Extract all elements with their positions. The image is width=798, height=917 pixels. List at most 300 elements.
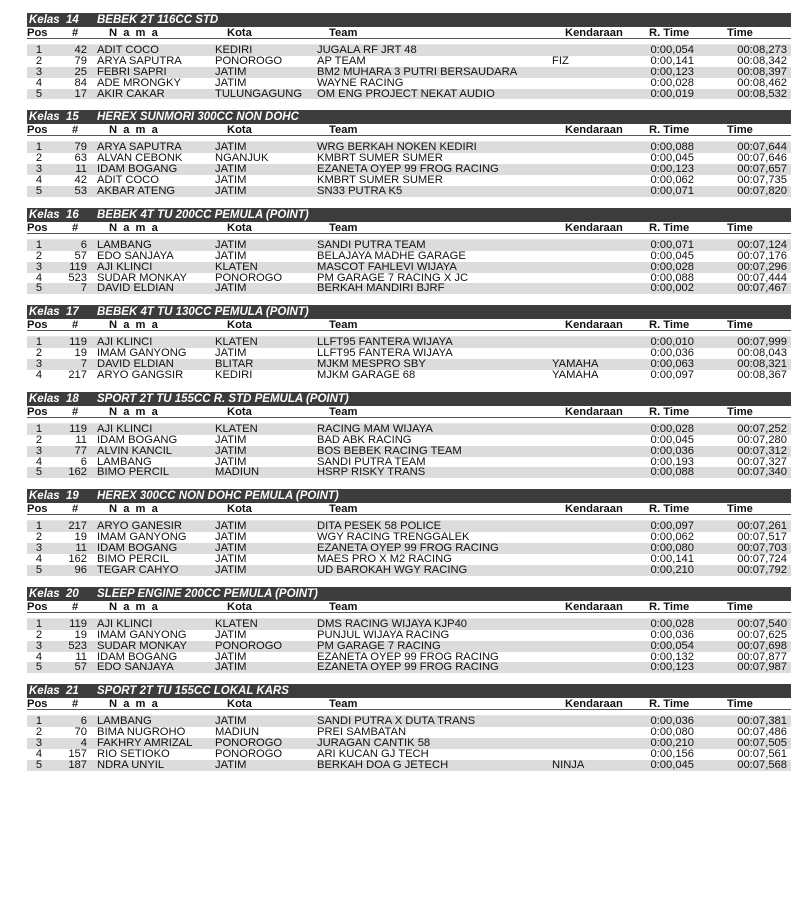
col-nama: N a m a [109,405,160,418]
cell-rtime: 0:00,062 [650,531,694,544]
cell-team: PREI SAMBATAN [317,726,407,739]
col-time: Time [727,124,753,137]
class-block [27,392,791,489]
cell-kota: BLITAR [215,358,254,371]
col-pos: Pos [27,221,48,234]
cell-time: 00:07,252 [737,422,787,435]
block-spacer [27,478,791,489]
result-row [27,641,791,652]
cell-number: 217 [68,369,87,382]
cell-number: 42 [74,44,87,56]
cell-nama: IDAM BOGANG [97,163,178,176]
cell-rtime: 0:00,036 [650,628,694,641]
cell-number: 42 [74,174,87,187]
cell-team: BELAJAYA MADHE GARAGE [317,249,466,262]
block-spacer [27,197,791,208]
class-number: 19 [66,490,79,503]
cell-pos: 5 [35,661,43,674]
cell-pos: 3 [35,358,43,371]
col-rtime: R. Time [649,221,690,234]
cell-team: UD BAROKAH WGY RACING [317,563,468,576]
cell-team: ARI KUCAN GJ TECH [317,747,429,760]
cell-team: WAYNE RACING [317,76,404,89]
cell-time: 00:07,381 [737,715,787,728]
cell-rtime: 0:00,036 [650,347,694,360]
cell-rtime: 0:00,193 [650,455,694,468]
cell-team: SANDI PUTRA TEAM [317,455,426,468]
cell-number: 162 [68,466,87,479]
cell-time: 00:07,999 [737,336,787,349]
cell-nama: SUDAR MONKAY [97,639,187,652]
cell-time: 00:08,321 [737,358,787,371]
cell-pos: 1 [35,238,43,251]
cell-rtime: 0:00,045 [650,249,694,262]
col-number: # [72,503,79,516]
col-kendaraan: Kendaraan [565,503,623,516]
col-pos: Pos [27,503,48,516]
col-team: Team [329,27,358,39]
block-spacer [27,673,791,684]
class-header-bar [27,305,791,319]
cell-kota: JATIM [215,531,247,544]
result-rows [27,45,791,99]
class-block [27,13,791,110]
cell-number: 7 [80,282,87,295]
class-block [27,305,791,392]
cell-rtime: 0:00,028 [650,76,694,89]
cell-kota: JATIM [215,185,247,198]
cell-kota: JATIM [215,553,247,566]
col-rtime: R. Time [649,124,690,137]
class-header-bar [27,208,791,222]
cell-time: 00:07,657 [737,163,787,176]
column-header-row [27,601,791,613]
cell-team: SANDI PUTRA X DUTA TRANS [317,715,476,728]
result-row [27,662,791,673]
class-number: 21 [66,685,79,698]
cell-team: MASCOT FAHLEVI WIJAYA [317,260,457,273]
block-spacer [27,99,791,110]
column-header-row [27,503,791,515]
cell-pos: 2 [35,152,43,165]
cell-kota: KEDIRI [215,369,253,382]
cell-nama: ARYA SAPUTRA [97,54,182,67]
result-row [27,89,791,100]
cell-time: 00:07,820 [737,185,787,198]
cell-pos: 5 [35,758,43,771]
cell-time: 00:07,561 [737,747,787,760]
cell-nama: IDAM BOGANG [97,542,178,555]
col-kota: Kota [227,698,252,711]
class-header-bar [27,489,791,503]
cell-nama: ADIT COCO [97,44,159,56]
cell-kota: JATIM [215,141,247,154]
cell-nama: AJI KLINCI [97,422,153,435]
cell-time: 00:07,792 [737,563,787,576]
cell-team: EZANETA OYEP 99 FROG RACING [317,650,499,663]
cell-pos: 4 [35,650,43,663]
cell-rtime: 0:00,210 [650,737,694,750]
cell-rtime: 0:00,141 [650,553,694,566]
col-nama: N a m a [109,221,160,234]
class-block [27,489,791,586]
results-sheet [27,13,791,782]
cell-number: 11 [75,433,87,446]
result-row [27,446,791,457]
result-row [27,370,791,381]
cell-pos: 2 [35,433,43,446]
col-kendaraan: Kendaraan [565,405,623,418]
cell-team: RACING MAM WIJAYA [317,422,433,435]
cell-number: 523 [68,271,87,284]
cell-nama: NDRA UNYIL [97,758,165,771]
cell-nama: ALVAN CEBONK [97,152,183,165]
block-spacer [27,576,791,587]
cell-pos: 3 [35,639,43,652]
class-title: HEREX SUNMORI 300CC NON DOHC [97,111,299,124]
cell-number: 6 [80,238,87,251]
cell-nama: IMAM GANYONG [97,347,187,360]
cell-pos: 4 [35,553,43,566]
result-row [27,262,791,273]
cell-team: LLFT95 FANTERA WIJAYA [317,347,453,360]
cell-rtime: 0:00,045 [650,758,694,771]
result-rows [27,337,791,381]
class-block [27,110,791,207]
class-label: Kelas [29,685,60,698]
cell-pos: 3 [35,542,43,555]
cell-team: DMS RACING WIJAYA KJP40 [317,617,468,630]
cell-team: KMBRT SUMER SUMER [317,174,443,187]
col-team: Team [329,698,358,711]
cell-number: 6 [80,455,87,468]
cell-number: 119 [69,617,87,630]
col-nama: N a m a [109,27,160,39]
cell-time: 00:07,296 [737,260,787,273]
result-row [27,630,791,641]
cell-kota: JATIM [215,661,247,674]
col-time: Time [727,221,753,234]
cell-nama: ARYO GANESIR [97,520,182,533]
cell-pos: 2 [35,628,43,641]
cell-pos: 1 [35,617,43,630]
result-row [27,283,791,294]
result-rows [27,521,791,575]
col-nama: N a m a [109,698,160,711]
cell-nama: BIMA NUGROHO [97,726,186,739]
cell-kota: PONOROGO [215,639,283,652]
cell-kota: KLATEN [215,422,258,435]
cell-number: 19 [74,628,87,641]
cell-nama: LAMBANG [97,455,152,468]
class-label: Kelas [29,306,60,319]
col-nama: N a m a [109,319,160,332]
cell-time: 00:08,367 [737,369,787,382]
class-label: Kelas [29,490,60,503]
cell-pos: 1 [35,715,43,728]
class-header-bar [27,392,791,406]
cell-pos: 5 [35,466,43,479]
cell-time: 00:07,280 [737,433,787,446]
cell-team: DITA PESEK 58 POLICE [317,520,442,533]
result-rows [27,240,791,294]
class-block [27,208,791,305]
cell-team: JUGALA RF JRT 48 [317,44,417,56]
cell-kota: JATIM [215,174,247,187]
cell-kota: JATIM [215,455,247,468]
class-header-bar [27,13,791,27]
col-number: # [72,124,79,137]
col-time: Time [727,319,753,332]
column-header-row [27,222,791,234]
cell-nama: DAVID ELDIAN [97,282,174,295]
cell-nama: BIMO PERCIL [97,553,170,566]
cell-pos: 2 [35,347,43,360]
cell-time: 00:08,273 [737,44,787,56]
col-rtime: R. Time [649,600,690,613]
cell-team: KMBRT SUMER SUMER [317,152,443,165]
cell-kota: JATIM [215,444,247,457]
class-number: 15 [66,111,79,124]
cell-team: AP TEAM [317,54,366,67]
cell-pos: 4 [35,455,43,468]
cell-time: 00:07,327 [737,455,787,468]
col-nama: N a m a [109,600,160,613]
col-rtime: R. Time [649,27,690,39]
cell-time: 00:08,043 [737,347,787,360]
cell-kota: NGANJUK [215,152,269,165]
cell-kota: JATIM [215,238,247,251]
cell-nama: ARYO GANGSIR [97,369,184,382]
cell-rtime: 0:00,036 [650,444,694,457]
col-team: Team [329,319,358,332]
cell-number: 70 [74,726,87,739]
cell-pos: 2 [35,54,43,67]
cell-rtime: 0:00,123 [650,661,694,674]
cell-team: SN33 PUTRA K5 [317,185,403,198]
col-nama: N a m a [109,124,160,137]
cell-number: 187 [68,758,87,771]
cell-kota: KLATEN [215,260,258,273]
col-kendaraan: Kendaraan [565,124,623,137]
cell-number: 11 [75,163,87,176]
cell-team: WGY RACING TRENGGALEK [317,531,470,544]
col-time: Time [727,27,753,39]
col-number: # [72,405,79,418]
class-number: 18 [66,392,79,405]
cell-kota: JATIM [215,65,247,78]
cell-time: 00:07,877 [737,650,787,663]
cell-pos: 4 [35,747,43,760]
result-rows [27,142,791,196]
col-number: # [72,319,79,332]
col-pos: Pos [27,698,48,711]
cell-nama: RIO SETIOKO [97,747,170,760]
cell-number: 217 [68,520,87,533]
cell-number: 84 [74,76,87,89]
cell-kota: PONOROGO [215,54,283,67]
cell-pos: 1 [35,520,43,533]
cell-number: 11 [75,542,87,555]
col-time: Time [727,698,753,711]
cell-team: WRG BERKAH NOKEN KEDIRI [317,141,477,154]
col-team: Team [329,124,358,137]
cell-rtime: 0:00,054 [650,639,694,652]
class-block [27,684,791,781]
cell-kota: TULUNGAGUNG [215,87,303,100]
cell-rtime: 0:00,054 [650,44,694,56]
cell-team: LLFT95 FANTERA WIJAYA [317,336,453,349]
cell-pos: 2 [35,726,43,739]
col-pos: Pos [27,27,48,39]
cell-pos: 3 [35,260,43,273]
cell-rtime: 0:00,123 [650,65,694,78]
col-kota: Kota [227,600,252,613]
class-title: BEBEK 4T TU 130CC PEMULA (POINT) [97,306,309,319]
cell-kota: MADIUN [215,726,260,739]
cell-time: 00:07,568 [737,758,787,771]
column-header-row [27,27,791,39]
cell-time: 00:07,261 [737,520,787,533]
class-number: 16 [66,208,79,221]
col-number: # [72,698,79,711]
cell-number: 11 [75,650,87,663]
result-row [27,467,791,478]
cell-team: BERKAH MANDIRI BJRF [317,282,445,295]
cell-time: 00:07,176 [737,249,787,262]
cell-rtime: 0:00,097 [650,369,694,382]
cell-rtime: 0:00,088 [650,271,694,284]
cell-rtime: 0:00,010 [650,336,694,349]
col-kota: Kota [227,405,252,418]
block-spacer [27,381,791,392]
cell-time: 00:07,517 [737,531,787,544]
cell-kota: KLATEN [215,617,258,630]
col-time: Time [727,600,753,613]
col-pos: Pos [27,405,48,418]
cell-kota: KLATEN [215,336,258,349]
cell-number: 57 [74,661,87,674]
block-spacer [27,294,791,305]
col-kota: Kota [227,124,252,137]
cell-time: 00:07,312 [737,444,787,457]
cell-number: 7 [80,358,87,371]
cell-time: 00:08,462 [737,76,787,89]
col-pos: Pos [27,319,48,332]
cell-pos: 3 [35,737,43,750]
cell-rtime: 0:00,123 [650,163,694,176]
cell-number: 119 [69,260,87,273]
cell-nama: SUDAR MONKAY [97,271,187,284]
class-block [27,587,791,684]
cell-time: 00:07,703 [737,542,787,555]
cell-number: 79 [74,54,87,67]
col-kendaraan: Kendaraan [565,319,623,332]
cell-rtime: 0:00,071 [650,238,694,251]
cell-team: SANDI PUTRA TEAM [317,238,426,251]
class-title: BEBEK 2T 116CC STD [97,14,219,26]
cell-rtime: 0:00,063 [650,358,694,371]
cell-team: HSRP RISKY TRANS [317,466,426,479]
cell-rtime: 0:00,132 [650,650,694,663]
cell-team: PM GARAGE 7 RACING [317,639,441,652]
col-team: Team [329,600,358,613]
cell-number: 119 [69,422,87,435]
cell-kota: JATIM [215,282,247,295]
cell-number: 4 [80,737,87,750]
class-title: HEREX 300CC NON DOHC PEMULA (POINT) [97,490,339,503]
column-header-row [27,124,791,136]
cell-rtime: 0:00,028 [650,260,694,273]
cell-number: 63 [74,152,87,165]
cell-rtime: 0:00,088 [650,466,694,479]
cell-team: PM GARAGE 7 RACING X JC [317,271,469,284]
cell-kota: JATIM [215,347,247,360]
cell-nama: IDAM BOGANG [97,650,178,663]
cell-pos: 4 [35,271,43,284]
cell-rtime: 0:00,088 [650,141,694,154]
class-label: Kelas [29,14,60,26]
cell-pos: 2 [35,249,43,262]
cell-kota: JATIM [215,249,247,262]
cell-nama: EDO SANJAYA [97,661,174,674]
column-header-row [27,698,791,710]
cell-pos: 1 [35,422,43,435]
cell-pos: 4 [35,369,43,382]
cell-pos: 1 [35,44,43,56]
class-number: 17 [66,306,79,319]
class-label: Kelas [29,208,60,221]
cell-time: 00:07,698 [737,639,787,652]
col-team: Team [329,405,358,418]
cell-nama: AJI KLINCI [97,336,153,349]
column-header-row [27,319,791,331]
result-row [27,78,791,89]
cell-rtime: 0:00,156 [650,747,694,760]
col-kendaraan: Kendaraan [565,221,623,234]
cell-nama: ADIT COCO [97,174,159,187]
cell-time: 00:07,735 [737,174,787,187]
cell-time: 00:07,625 [737,628,787,641]
cell-rtime: 0:00,080 [650,726,694,739]
class-label: Kelas [29,111,60,124]
cell-number: 25 [74,65,87,78]
cell-team: EZANETA OYEP 99 FROG RACING [317,163,499,176]
cell-nama: TEGAR CAHYO [97,563,179,576]
cell-time: 00:07,724 [737,553,787,566]
cell-nama: DAVID ELDIAN [97,358,174,371]
cell-kendaraan: FIZ [552,54,569,67]
cell-pos: 1 [35,336,43,349]
class-header-bar [27,587,791,601]
cell-nama: LAMBANG [97,715,152,728]
class-label: Kelas [29,587,60,600]
cell-team: BM2 MUHARA 3 PUTRI BERSAUDARA [317,65,518,78]
cell-number: 96 [74,563,87,576]
cell-rtime: 0:00,210 [650,563,694,576]
cell-kota: JATIM [215,433,247,446]
cell-kota: JATIM [215,628,247,641]
cell-time: 00:07,486 [737,726,787,739]
cell-kota: JATIM [215,563,247,576]
cell-team: OM ENG PROJECT NEKAT AUDIO [317,87,495,100]
cell-time: 00:08,532 [737,87,787,100]
col-nama: N a m a [109,503,160,516]
cell-pos: 3 [35,163,43,176]
cell-time: 00:07,505 [737,737,787,750]
col-rtime: R. Time [649,503,690,516]
cell-pos: 3 [35,65,43,78]
